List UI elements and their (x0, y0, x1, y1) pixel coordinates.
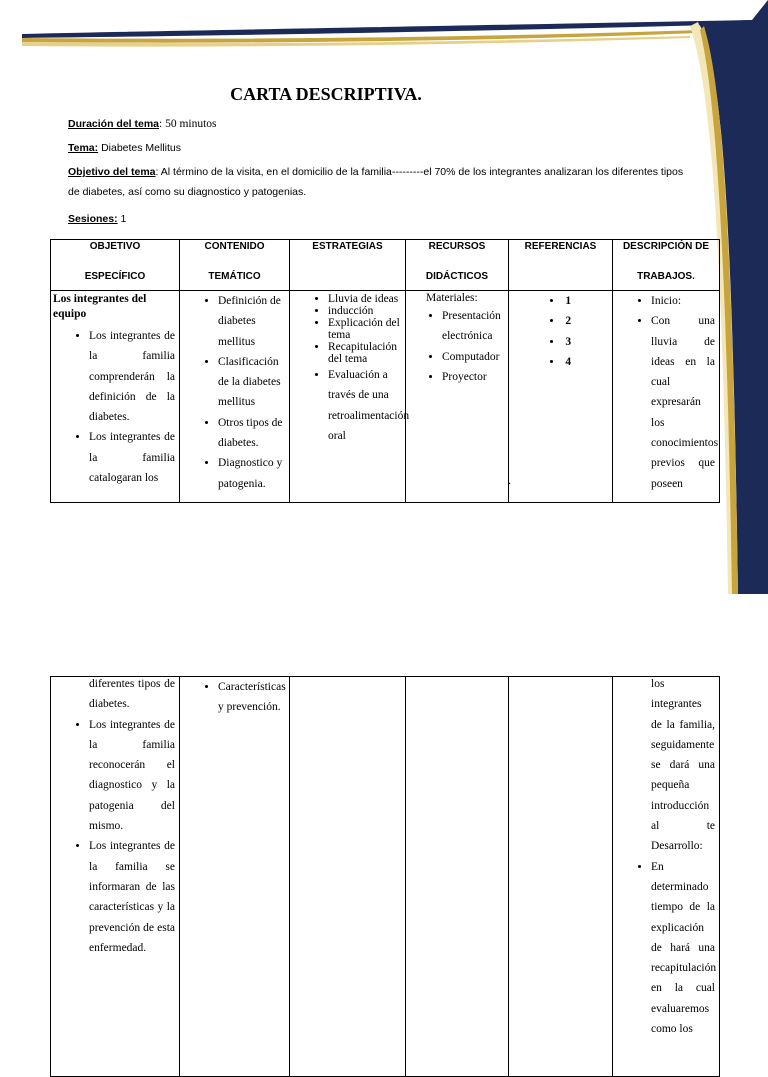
carta-table-page-1 (50, 239, 720, 503)
page-2 (0, 640, 768, 1036)
table-row (51, 677, 720, 1077)
cell-recursos (406, 291, 509, 503)
list-item: • En determinado tiempo de la explicación de hará una recapitulación en la cual evaluaremos como los (651, 857, 715, 1040)
tema-value: Diabetes Mellitus (98, 142, 182, 154)
list-item: • Presentación electrónica (442, 306, 508, 347)
list-item: • Clasificación de la diabetes mellitus (218, 352, 287, 413)
list-item: • Características y prevención. (218, 677, 283, 718)
list-item: • Inicio: (651, 291, 715, 311)
cell-estrategias (290, 677, 406, 1077)
objetivo-line (68, 162, 708, 202)
list-item: • Con una lluvia de ideas en la cual expresarán los conocimientos previos que poseen (651, 311, 715, 494)
descripcion-continuation: los integrantes de la familia, seguidamente se dará una pequeña introducción al te Desarrollo: (651, 678, 715, 853)
cell-recursos (406, 677, 509, 1077)
list-item: • 2 (509, 311, 612, 331)
list-item: • Diagnostico y patogenia. (218, 453, 287, 494)
list-item: • Los integrantes de la familia comprenderán la definición de la diabetes. (89, 326, 175, 427)
header-descripcion: DESCRIPCIÓN DE TRABAJOS. (613, 240, 720, 291)
table-header-row (51, 240, 720, 291)
objetivo-heading: Los integrantes del equipo (53, 293, 147, 320)
objetivo-value-line2: de diabetes, así como su diagnostico y patogenias. (68, 186, 307, 198)
header-contenido: CONTENIDO TEMÁTICO (180, 240, 290, 291)
carta-table-page-2 (50, 676, 720, 1077)
document-title: CARTA DESCRIPTIVA. (230, 84, 422, 104)
duracion-value: : 50 minutos (159, 118, 217, 130)
cell-estrategias (290, 291, 410, 503)
list-item: • Recapitulación del tema (328, 341, 405, 365)
cell-contenido (180, 291, 290, 503)
list-item: • inducción (328, 305, 405, 317)
cell-referencias (509, 677, 613, 1077)
list-item: • Lluvia de ideas (328, 293, 405, 305)
objetivo-continuation: diferentes tipos de diabetes. (89, 678, 175, 711)
cell-contenido (180, 677, 290, 1077)
tema-line (68, 138, 708, 158)
list-item: • Computador (442, 347, 508, 367)
list-item: • Los integrantes de la familia reconocerán el diagnostico y la patogenia del mismo. (89, 715, 175, 837)
header-recursos: RECURSOS DIDÁCTICOS (406, 240, 509, 291)
cell-descripcion (613, 677, 720, 1077)
cell-referencias (509, 291, 613, 503)
list-item: • 1 (509, 291, 612, 311)
duracion-label: Duración del tema (68, 118, 160, 130)
header-objetivo: OBJETIVO ESPECÍFICO (51, 240, 180, 291)
cell-descripcion (613, 291, 720, 503)
recursos-heading: Materiales: (426, 292, 478, 304)
cell-objetivo (51, 291, 180, 503)
header-referencias: REFERENCIAS (509, 240, 613, 291)
sesiones-label: Sesiones: (68, 213, 118, 225)
list-item: • Otros tipos de diabetes. (218, 413, 287, 454)
header-estrategias: ESTRATEGIAS (290, 240, 406, 291)
list-item: • 4 (509, 352, 612, 372)
list-item: • Los integrantes de la familia catalogaran los (89, 427, 175, 488)
list-item: • 3 (509, 332, 612, 352)
cell-objetivo (51, 677, 180, 1077)
list-item: • Los integrantes de la familia se informaran de las características y la prevención de esta enfermedad. (89, 836, 175, 958)
list-item: • Evaluación a través de una retroalimentación oral (328, 365, 405, 446)
sesiones-value: 1 (117, 213, 127, 225)
list-item: • Explicación del tema (328, 317, 405, 341)
objetivo-label: Objetivo del tema (68, 166, 156, 178)
page-gap (0, 594, 768, 640)
stray-dot: . (508, 475, 511, 487)
sesiones-line (68, 209, 708, 229)
objetivo-value-line1: : Al término de la visita, en el domicilio de la familia---------el 70% de los integrantes analizaran los diferentes tipos (155, 166, 684, 178)
table-row (51, 291, 720, 503)
list-item: • Proyector (442, 367, 508, 387)
tema-label: Tema: (68, 142, 99, 154)
duracion-line (68, 114, 708, 134)
list-item: • Definición de diabetes mellitus (218, 291, 287, 352)
